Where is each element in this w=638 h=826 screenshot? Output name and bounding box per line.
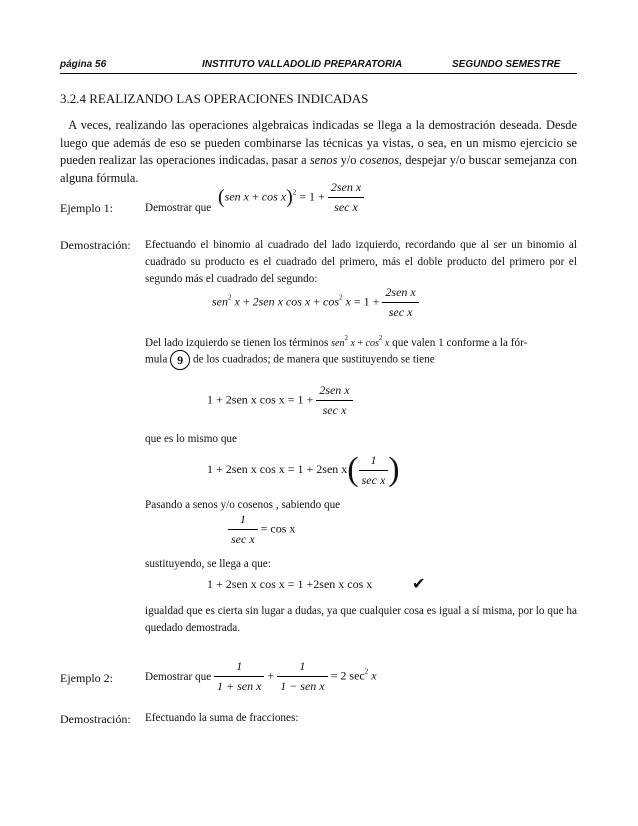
header-rule bbox=[60, 73, 577, 74]
example2-equation: $\frac{1}{\text{1 + sen x}}$ + $\frac{1}{\text{1 − sen x}}$ = 2 $\sec^2 x$ bbox=[214, 659, 377, 694]
page-number: página 56 bbox=[60, 59, 107, 70]
expanded-binomial: sen$^2$ x + 2sen x $\cos x + \cos^2 x = 1$ + $\frac{\text{2sen x}}{\text{sec x}}$ bbox=[212, 285, 419, 320]
factored-equation: 1 + 2sen x cos x = 1 + 2sen x( $\frac{1}{\text{sec x}}$ ) bbox=[207, 451, 400, 488]
example1-label: Ejemplo 1: bbox=[60, 201, 113, 215]
example1-equation: (sen x + cos x)$^2$ = 1 + $\frac{\text{2sen x}}{\text{sec x}}$ bbox=[218, 180, 364, 215]
example2-prompt: Demostrar que bbox=[145, 671, 212, 683]
example1-prompt: Demostrar que bbox=[145, 202, 212, 214]
intro-paragraph: A veces, realizando las operaciones algebraicas indicadas se llega a la demostración deseada. Desde luego que además de eso se pueden combinarse las técnicas ya vistas, o sea, en un mismo ejercicio se pueden realizar las operaciones indicadas, pasar a senos y/o cosenos, despejar y/o buscar semejanza con alguna fórmula. bbox=[60, 118, 577, 185]
proof2-label: Demostración: bbox=[60, 712, 131, 726]
proof1-passing: Pasando a senos y/o cosenos , sabiendo que bbox=[145, 499, 341, 511]
substituted-equation: 1 + 2sen x cos x = 1 + $\frac{\text{2sen x}}{\text{sec x}}$ bbox=[207, 383, 353, 418]
check-mark-icon: ✔ bbox=[412, 574, 426, 593]
proof1-same-as: que es lo mismo que bbox=[145, 433, 237, 445]
proof1-paragraph: Efectuando el binomio al cuadrado del lado izquierdo, recordando que al ser un binomio al cuadrado su producto es el cuadrado del primero, más el doble producto del primero por el segundo más el cuadrado del segundo: bbox=[145, 239, 577, 285]
section-title: 3.2.4 REALIZANDO LAS OPERACIONES INDICADAS bbox=[60, 91, 369, 106]
proof1-label: Demostración: bbox=[60, 238, 131, 252]
reciprocal-identity: $\frac{1}{\text{sec x}}$ = cos x bbox=[228, 512, 295, 547]
final-equation: 1 + 2sen x cos x = 1 +2sen x cos x bbox=[207, 577, 373, 591]
proof1-formula-line: mula 9 de los cuadrados; de manera que sustituyendo se tiene bbox=[145, 350, 577, 370]
proof2-paragraph: Efectuando la suma de fracciones: bbox=[145, 712, 299, 724]
proof1-substituting: sustituyendo, se llega a que: bbox=[145, 558, 271, 570]
semester-label: SEGUNDO SEMESTRE bbox=[452, 59, 561, 70]
institute-name: INSTITUTO VALLADOLID PREPARATORIA bbox=[202, 59, 403, 70]
formula-number-badge: 9 bbox=[170, 350, 190, 370]
proof1-conclusion: igualdad que es cierta sin lugar a dudas, ya que cualquier cosa es igual a sí misma, por lo que ha quedado demostrada. bbox=[145, 605, 577, 634]
example2-label: Ejemplo 2: bbox=[60, 671, 113, 685]
proof1-terms-line: Del lado izquierdo se tienen los términos sen$^2$ $x + \cos^2 x$ que valen 1 conforme a la fór- bbox=[145, 334, 528, 349]
